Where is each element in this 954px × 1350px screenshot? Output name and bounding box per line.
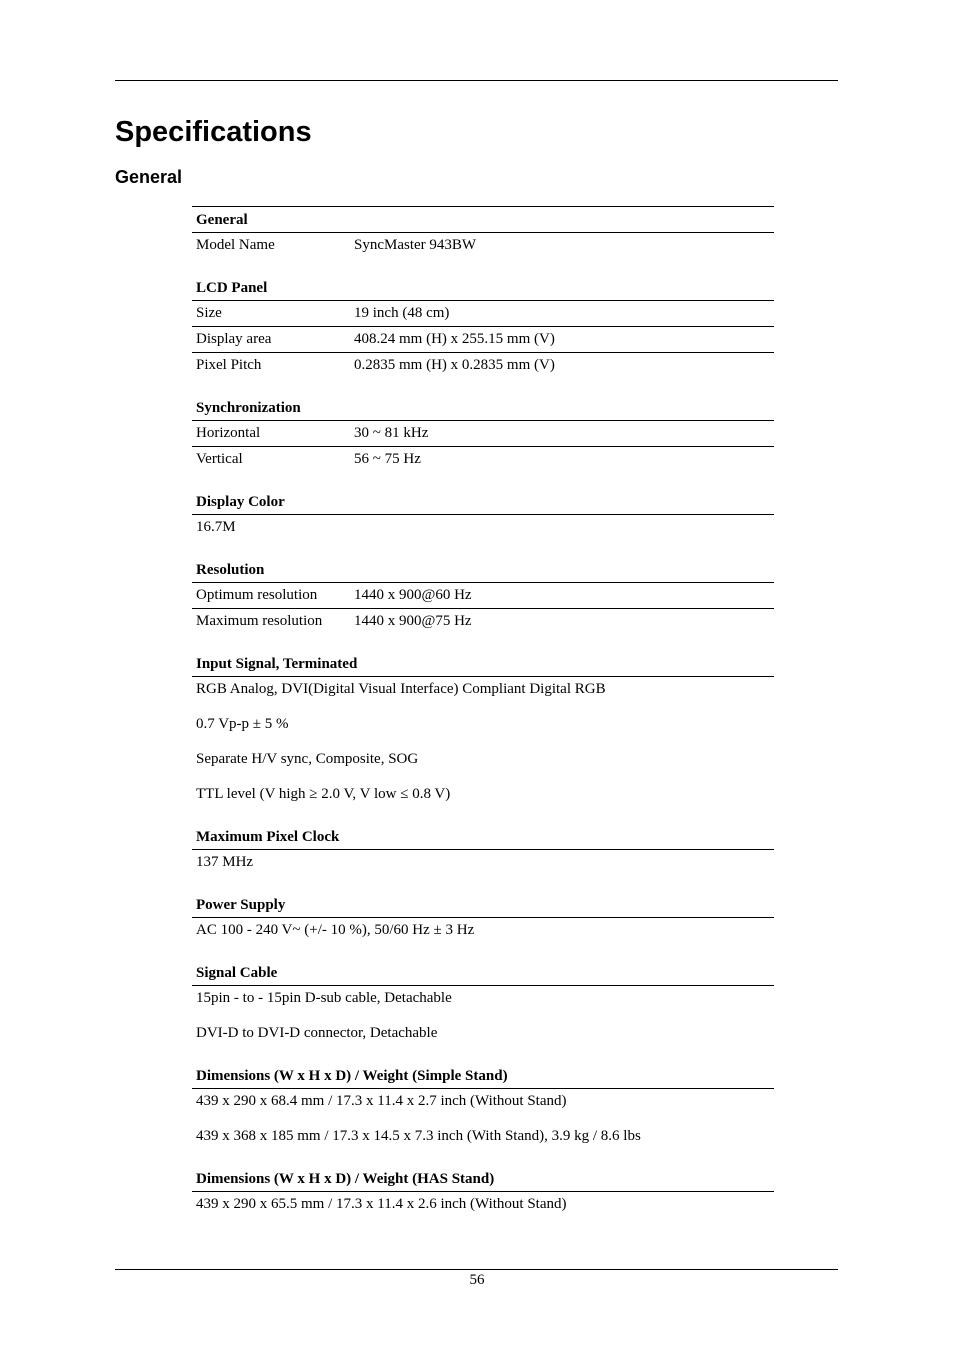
- spec-row: [192, 301, 774, 327]
- spec-text: AC 100 - 240 V~ (+/- 10 %), 50/60 Hz ± 3 Hz: [196, 922, 475, 938]
- spec-value: 408.24 mm (H) x 255.15 mm (V): [354, 331, 555, 347]
- spec-text: Separate H/V sync, Composite, SOG: [196, 751, 419, 767]
- spec-text: 439 x 290 x 68.4 mm / 17.3 x 11.4 x 2.7 inch (Without Stand): [196, 1093, 567, 1109]
- section-subtitle: General: [115, 167, 183, 187]
- spec-label: Display area: [196, 331, 272, 347]
- header-rule: [115, 80, 838, 81]
- spec-section: [192, 275, 774, 378]
- spec-row: [192, 421, 774, 447]
- spec-row: [192, 609, 774, 634]
- spec-value: 19 inch (48 cm): [354, 305, 450, 321]
- spec-text: 15pin - to - 15pin D-sub cable, Detachable: [196, 990, 452, 1006]
- spec-text: 16.7M: [196, 519, 236, 535]
- spec-section: [192, 960, 774, 1046]
- spec-label: Vertical: [196, 451, 243, 467]
- section-heading: Maximum Pixel Clock: [192, 824, 774, 850]
- spec-text: RGB Analog, DVI(Digital Visual Interface) Compliant Digital RGB: [196, 681, 606, 697]
- spec-section: [192, 824, 774, 875]
- spec-text: 439 x 368 x 185 mm / 17.3 x 14.5 x 7.3 inch (With Stand), 3.9 kg / 8.6 lbs: [196, 1128, 641, 1144]
- spec-section: [192, 1166, 774, 1217]
- spec-text: 137 MHz: [196, 854, 254, 870]
- spec-text: DVI-D to DVI-D connector, Detachable: [196, 1025, 438, 1041]
- spec-value: 1440 x 900@60 Hz: [354, 587, 472, 603]
- section-heading: Signal Cable: [192, 960, 774, 986]
- spec-label: Pixel Pitch: [196, 357, 262, 373]
- spec-section: [192, 892, 774, 943]
- spec-label: Model Name: [196, 237, 275, 253]
- spec-row: [192, 447, 774, 472]
- spec-label: Size: [196, 305, 222, 321]
- spec-value: SyncMaster 943BW: [354, 237, 477, 253]
- spec-section: [192, 395, 774, 472]
- spec-text: 0.7 Vp-p ± 5 %: [196, 716, 289, 732]
- spec-row: [192, 327, 774, 353]
- section-heading: Resolution: [192, 557, 774, 583]
- section-heading: Display Color: [192, 489, 774, 515]
- section-heading: Synchronization: [192, 395, 774, 421]
- spec-value: 0.2835 mm (H) x 0.2835 mm (V): [354, 357, 555, 373]
- spec-text: TTL level (V high ≥ 2.0 V, V low ≤ 0.8 V): [196, 786, 451, 802]
- spec-section: [192, 651, 774, 807]
- spec-row: [192, 583, 774, 609]
- footer-rule: [115, 1269, 838, 1270]
- spec-row: [192, 353, 774, 378]
- spec-value: 56 ~ 75 Hz: [354, 451, 421, 467]
- spec-label: Optimum resolution: [196, 587, 318, 603]
- section-heading: Dimensions (W x H x D) / Weight (Simple Stand): [192, 1063, 774, 1089]
- spec-row: [192, 233, 774, 258]
- spec-section: [192, 1063, 774, 1149]
- section-heading: Dimensions (W x H x D) / Weight (HAS Stand): [192, 1166, 774, 1192]
- spec-section: [192, 206, 774, 258]
- spec-text: 439 x 290 x 65.5 mm / 17.3 x 11.4 x 2.6 inch (Without Stand): [196, 1196, 567, 1212]
- spec-label: Horizontal: [196, 425, 261, 441]
- page-number: 56: [469, 1272, 485, 1288]
- spec-section: [192, 489, 774, 540]
- section-heading: Input Signal, Terminated: [192, 651, 774, 677]
- spec-value: 1440 x 900@75 Hz: [354, 613, 472, 629]
- spec-value: 30 ~ 81 kHz: [354, 425, 429, 441]
- section-heading: Power Supply: [192, 892, 774, 918]
- spec-table: [192, 206, 774, 1234]
- section-heading: LCD Panel: [192, 275, 774, 301]
- spec-section: [192, 557, 774, 634]
- page-title: Specifications: [115, 116, 312, 148]
- spec-label: Maximum resolution: [196, 613, 323, 629]
- section-heading: General: [192, 206, 774, 233]
